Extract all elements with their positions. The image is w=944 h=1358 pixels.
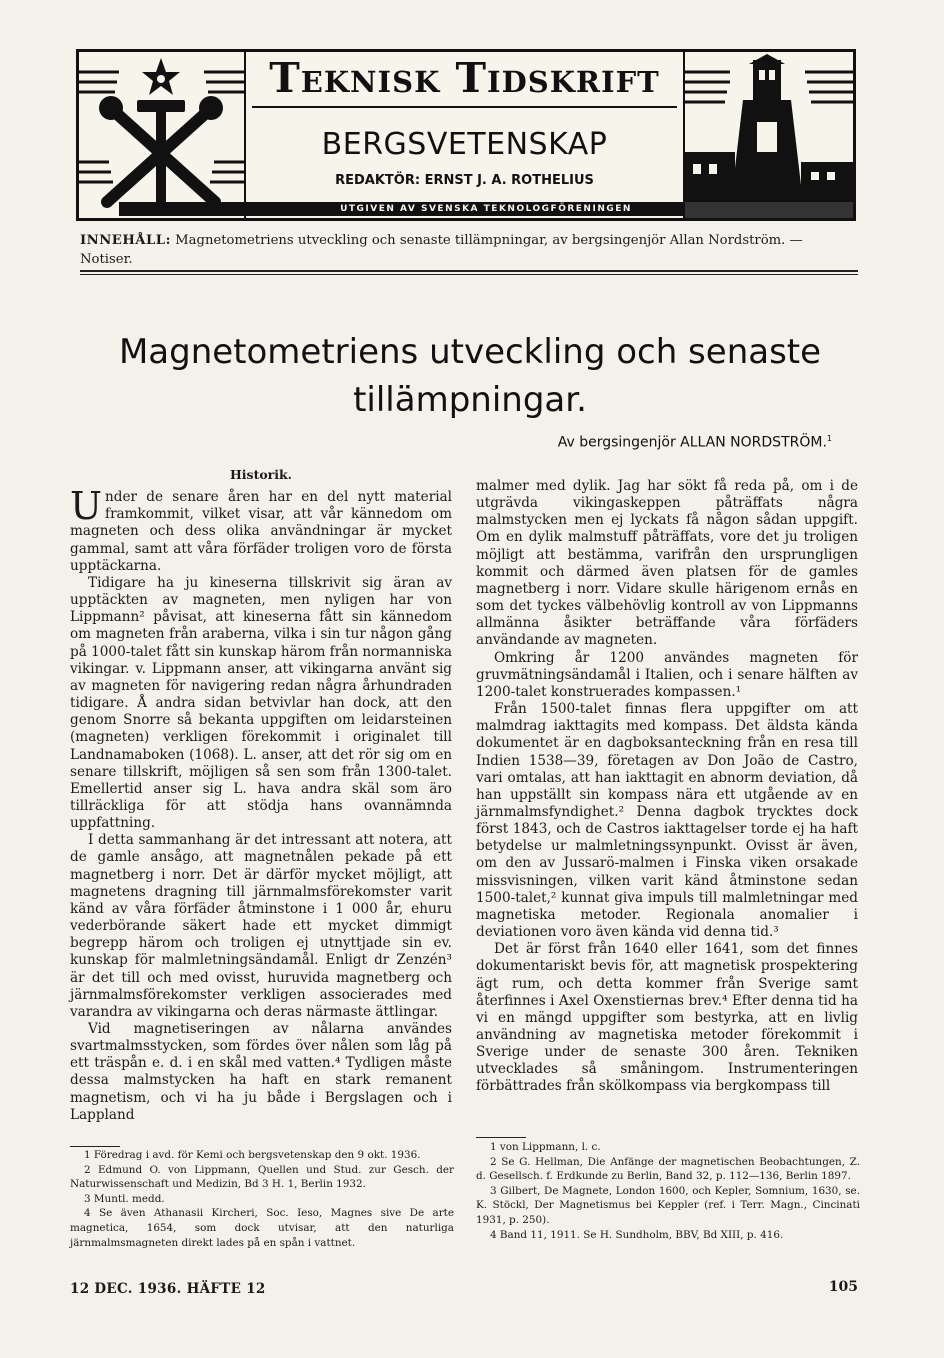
contents-text: Magnetometriens utveckling och senaste tillämpningar, av bergsingenjör Allan Nordström. — Notiser. <box>80 233 803 267</box>
page-number: 105 <box>828 1279 858 1295</box>
journal-section: BERGSVETENSKAP <box>321 127 608 162</box>
paragraph: Vid magnetiseringen av nålarna användes svartmalmsstycken, som fördes över nålen som låg på ett träspån e. d. i en skål med vatten.⁴ Tydligen måste dessa malmstycken ha haft en stark remanent magnetism, och vi ha ju både i Bergslagen och i Lappland <box>70 1021 452 1123</box>
footnote: 4 Band 11, 1911. Se H. Sundholm, BBV, Bd XIII, p. 416. <box>490 1228 784 1241</box>
footnote: 1 von Lippmann, l. c. <box>490 1141 601 1153</box>
contents-label: INNEHÅLL: <box>80 233 171 248</box>
mine-headframe-icon <box>683 52 853 218</box>
paragraph: Från 1500-talet finnas flera uppgifter om att malmdrag iakttagits med kompass. Det äldsta kända dokumentet är en dagboksanteckning från en resa till Indien 1538—39, företagen av Don João de Castro, vari omtalas, att han iakttagit en abnorm deviation, då han uppställt sin kompass nära ett utgående av en järnmalmsfyndighet.² Denna dagbok trycktes dock först 1843, och de Castros iakttagelser torde ej ha haft betydelse ur malmletningssynpunkt. Ovisst är även, om den av Jussarö-malmen i Finska viken orsakade missvisningen, vilken varit känd åtminstone sedan 1500-talet,² kunnat giva impuls till malmletningar med magnetiska metoder. Regionala anomalier i deviationen voro även kända vid denna tid.³ <box>476 701 858 941</box>
byline-text: Av bergsingenjör ALLAN NORDSTRÖM. <box>557 434 827 451</box>
footnote-rule-right <box>476 1137 526 1138</box>
journal-title: Teknisk Tidskrift <box>269 54 660 102</box>
table-of-contents <box>80 231 858 269</box>
footnote-rule-left <box>70 1146 120 1147</box>
paragraph: Tidigare ha ju kineserna tillskrivit sig äran av upptäckten av magneten, men nyligen har von Lippmann² påvisat, att kineserna fått sin kännedom om magneten från araberna, vilka i sin tur någon gång på 1000-talet fått sin kunskap härom från normanniska vikingar. v. Lippmann anser, att vikingarna använt sig av magneten för navigering redan några århundraden tidigare. Å andra sidan betvivlar han dock, att den genom Snorre så bekanta uppgiften om leidarsteinen (magneten) verkligen förekommit i originalet till Landnamaboken (1068). L. anser, att det rör sig om en senare tillskrift, möjligen så sen som från 1300-talet. Emellertid anser sig L. hava andra skäl som äro tillräckliga för att stödja hans ovannämnda uppfattning. <box>70 574 452 832</box>
contents-rule <box>80 270 858 272</box>
footnote: 3 Gilbert, De Magnete, London 1600, och Kepler, Somnium, 1630, se. K. Stöckl, Der Magnetismus bei Keppler (ref. i Terr. Magn., Cincinati 1931, p. 250). <box>476 1184 860 1226</box>
article-title: Magnetometriens utveckling och senaste tillämpningar. <box>118 332 822 420</box>
column-right <box>476 478 858 1096</box>
hammer-torches-emblem-icon <box>79 52 246 218</box>
byline <box>558 434 832 451</box>
column-left <box>70 466 452 1124</box>
footnote: 4 Se även Athanasii Kircheri, Soc. Ieso, Magnes sive De arte magnetica, 1654, som dock utvisar, att den naturliga järnmalmsmagneten direkt lades på en spån i vattnet. <box>70 1207 454 1249</box>
paragraph <box>70 484 452 575</box>
masthead <box>76 49 856 221</box>
paragraph: Det är först från 1640 eller 1641, som det finnes dokumentariskt bevis för, att magnetisk prospektering ägt rum, och detta kommer från Sverige samt återfinnes i Axel Oxenstiernas brev.⁴ Efter denna tid ha vi en mängd uppgifter som bestyrka, att en livlig användning av magnetiska metoder förekommit i Sverige under de senaste 300 åren. Tekniken utvecklades så småningom. Instrumenteringen förbättrades från skölkompass via bergkompass till <box>476 941 858 1095</box>
footnote: 2 Edmund O. von Lippmann, Quellen und Stud. zur Gesch. der Naturwissenschaft und Medizin, Bd 3 H. 1, Berlin 1932. <box>70 1163 454 1191</box>
title-rule <box>252 106 677 108</box>
footnote: 2 Se G. Hellman, Die Anfänge der magnetischen Beobachtungen, Z. d. Gesellsch. f. Erdkunde zu Berlin, Band 32, p. 112—136, Berlin 1897. <box>476 1155 860 1183</box>
issue-date: 12 DEC. 1936. HÄFTE 12 <box>70 1281 266 1297</box>
drop-cap: U <box>70 484 103 529</box>
footnote: 3 Muntl. medd. <box>84 1192 165 1205</box>
byline-footnote-mark: 1 <box>826 434 832 443</box>
paragraph: malmer med dylik. Jag har sökt få reda på, om i de utgrävda vikingaskeppen påträffats några malmstycken men ej lyckats få någon sådan uppgift. Om en dylik malmstuff påträffats, vore det ju troligen möjligt att bestämma, varifrån den ursprungligen kommit och därmed även platsen för de gamles magnetberg i norr. Vidare skulle härigenom ernås en som det tyckes välbehövlig kontroll av von Lippmanns allmänna åsikter beträffande våra förfäders användande av magneten. <box>476 478 858 649</box>
masthead-center <box>246 52 683 218</box>
footnotes-left <box>70 1148 454 1250</box>
paragraph-text: nder de senare åren har en del nytt material framkommit, vilket visar, att vår kännedom om magneten och dess olika användningar är mycket gammal, samt att våra förfäder troligen voro de första upptäckarna. <box>70 489 452 574</box>
footnote: 1 Föredrag i avd. för Kemi och bergsvetenskap den 9 okt. 1936. <box>84 1149 421 1161</box>
publisher-banner: UTGIVEN AV SVENSKA TEKNOLOGFÖRENINGEN <box>119 202 853 216</box>
editor-line: REDAKTÖR: ERNST J. A. ROTHELIUS <box>335 173 594 188</box>
section-heading: Historik. <box>229 467 293 482</box>
contents-rule-thin <box>80 274 858 275</box>
paragraph: Omkring år 1200 användes magneten för gruvmätningsändamål i Italien, och i senare hälften av 1200-talet konstruerades kompassen.¹ <box>476 649 858 700</box>
paragraph: I detta sammanhang är det intressant att notera, att de gamle ansågo, att magnetnålen pekade på ett magnetberg i norr. Det är därför mycket möjligt, att magnetens dragning till järnmalmsförekomster varit känd av våra förfäder åtminstone i 1 000 år, ehuru vederbörande säkert hade ett mycket dimmigt begrepp härom och troligen ej utnyttjade sin ev. kunskap för malmletningsändamål. Enligt dr Zenzén³ är det till och med ovisst, huruvida magnetberg och järnmalmsförekomster verkligen associerades med varandra av vikingarna och deras närmaste ättlingar. <box>70 832 452 1020</box>
footnotes-right <box>476 1140 860 1242</box>
